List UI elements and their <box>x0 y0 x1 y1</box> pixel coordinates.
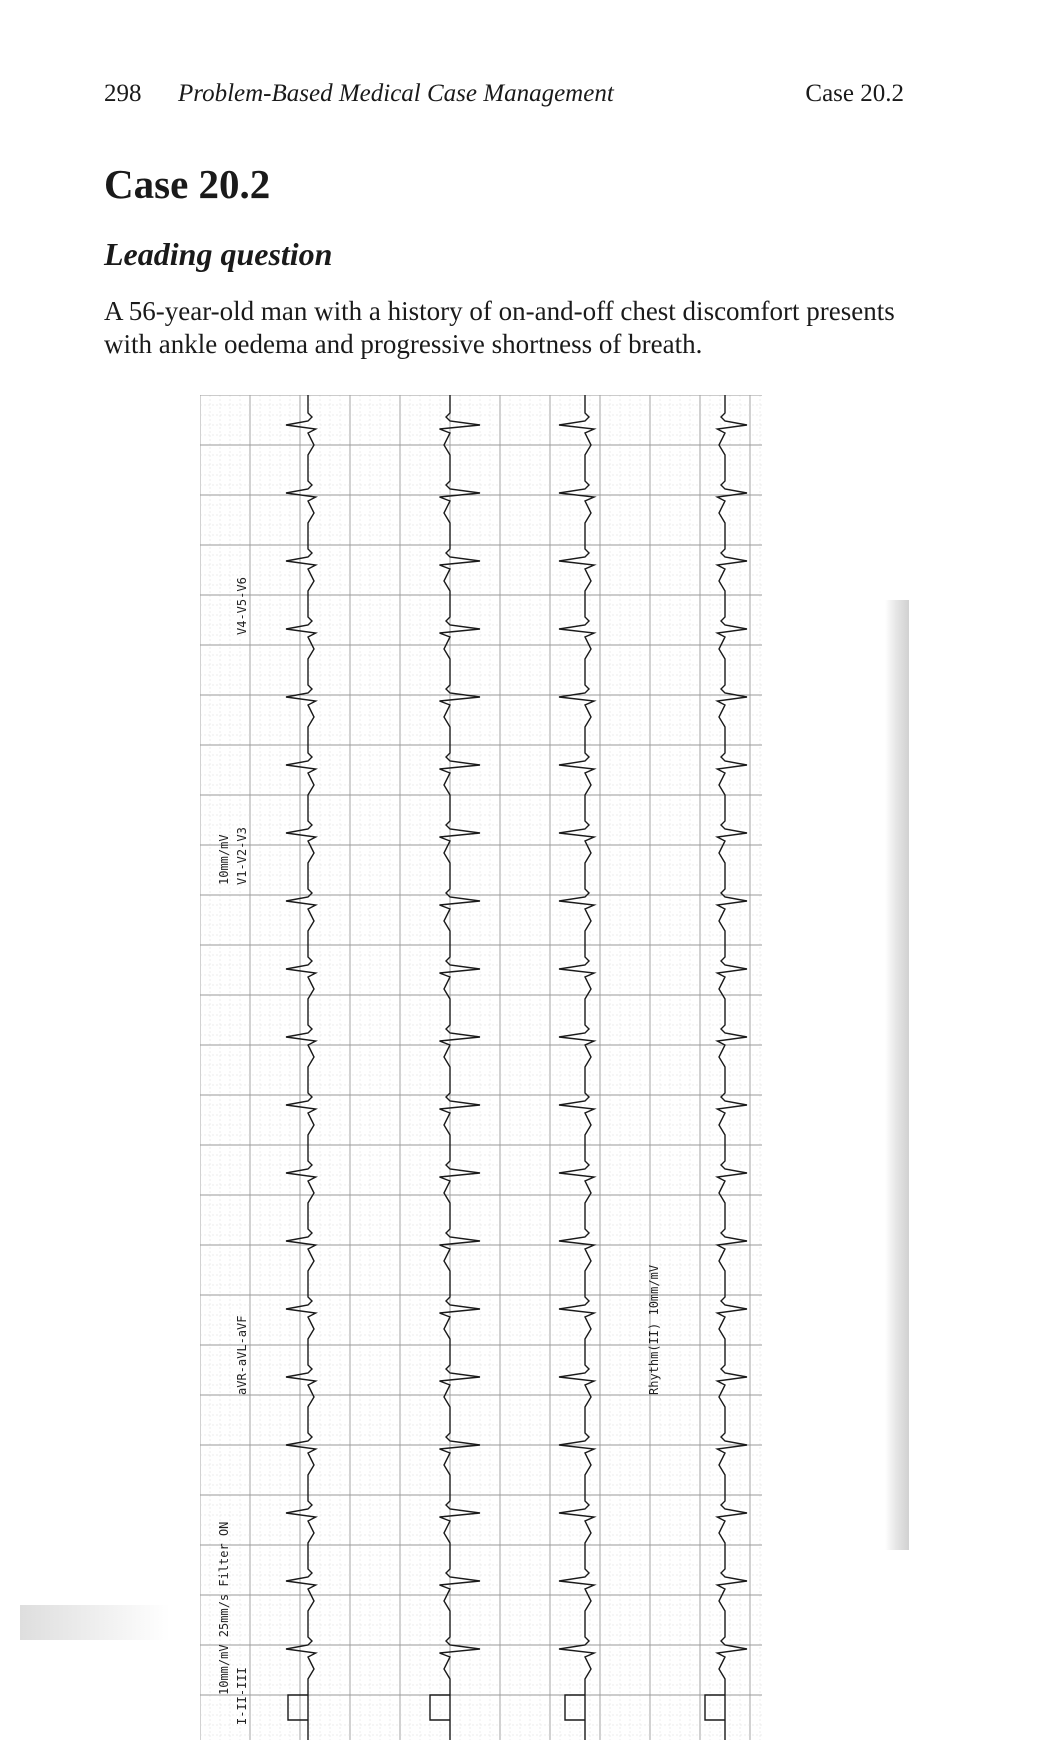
ecg-traces <box>286 395 747 1740</box>
case-title: Case 20.2 <box>104 161 271 207</box>
ecg-lead-label-v4v6: V4-V5-V6 <box>235 577 249 635</box>
scan-shadow <box>885 600 909 1550</box>
ecg-grid <box>200 395 762 1740</box>
ecg-lead-label-v1v3: V1-V2-V3 <box>235 827 249 885</box>
ecg-rhythm-label: Rhythm(II) 10mm/mV <box>647 1264 661 1395</box>
section-heading: Leading question <box>104 236 333 272</box>
ecg-gain-label: 10mm/mV <box>217 834 231 885</box>
running-header <box>104 80 904 120</box>
scan-artifact <box>20 1605 170 1640</box>
header-case-ref: Case 20.2 <box>805 80 904 107</box>
ecg-figure <box>200 395 762 1740</box>
case-body-text: A 56-year-old man with a history of on-and-off chest discomfort presents with ankle oedema and progressive shortness of breath. <box>104 296 895 359</box>
ecg-lead-label-limb: I-II-III <box>235 1667 249 1725</box>
ecg-lead-label-augmented: aVR-aVL-aVF <box>235 1315 249 1395</box>
page-number: 298 <box>104 80 142 107</box>
ecg-settings-label: 10mm/mV 25mm/s Filter ON <box>217 1521 231 1695</box>
running-title: Problem-Based Medical Case Management <box>178 80 614 107</box>
